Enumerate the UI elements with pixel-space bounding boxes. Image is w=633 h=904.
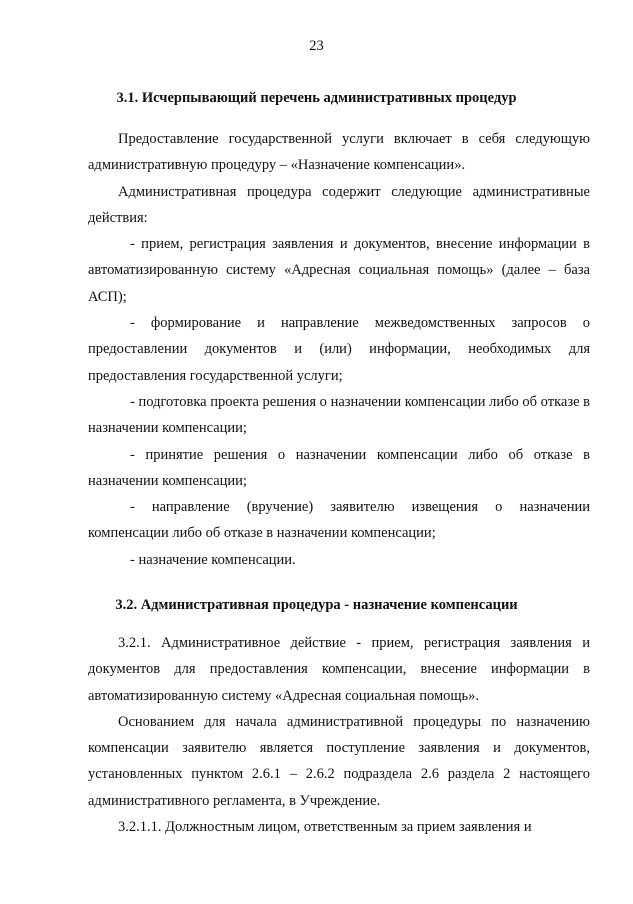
paragraph: 3.2.1.1. Должностным лицом, ответственным за прием заявления и (118, 819, 532, 836)
section-title-3-1: 3.1. Исчерпывающий перечень административных процедур (116, 90, 517, 106)
list-item: - подготовка проекта решения о назначении компенсации либо об отказе в назначении компенсации; (88, 393, 590, 437)
section-3-1-body (88, 126, 590, 573)
paragraph: Предоставление государственной услуги включает в себя следующую административную процедуру – «Назначение компенсации». (88, 131, 590, 174)
list-item: - направление (вручение) заявителю извещения о назначении компенсации либо об отказе в назначении компенсации; (88, 499, 590, 542)
list-item: - прием, регистрация заявления и документов, внесение информации в автоматизированную систему «Адресная социальная помощь» (далее – база АСП); (88, 236, 590, 305)
page-number: 23 (309, 38, 324, 54)
paragraph: Административная процедура содержит следующие административные действия: (88, 183, 590, 226)
paragraph: 3.2.1. Административное действие - прием, регистрация заявления и документов для предоставления компенсации, внесение информации в автоматизированную систему «Адресная социальная помощь». (88, 635, 590, 704)
section-3-2-body (88, 630, 590, 840)
paragraph: Основанием для начала административной процедуры по назначению компенсации заявителю является поступление заявления и документов, установленных пунктом 2.6.1 – 2.6.2 подраздела 2.6 раздела 2 настоящего административного регламента, в Учреждение. (88, 713, 590, 809)
list-item: - принятие решения о назначении компенсации либо об отказе в назначении компенсации; (88, 446, 590, 489)
list-item: - формирование и направление межведомственных запросов о предоставлении документов и (или) информации, необходимых для предоставления государственной услуги; (88, 315, 590, 384)
section-title-3-2: 3.2. Административная процедура - назначение компенсации (115, 597, 518, 613)
list-item: - назначение компенсации. (130, 551, 296, 568)
